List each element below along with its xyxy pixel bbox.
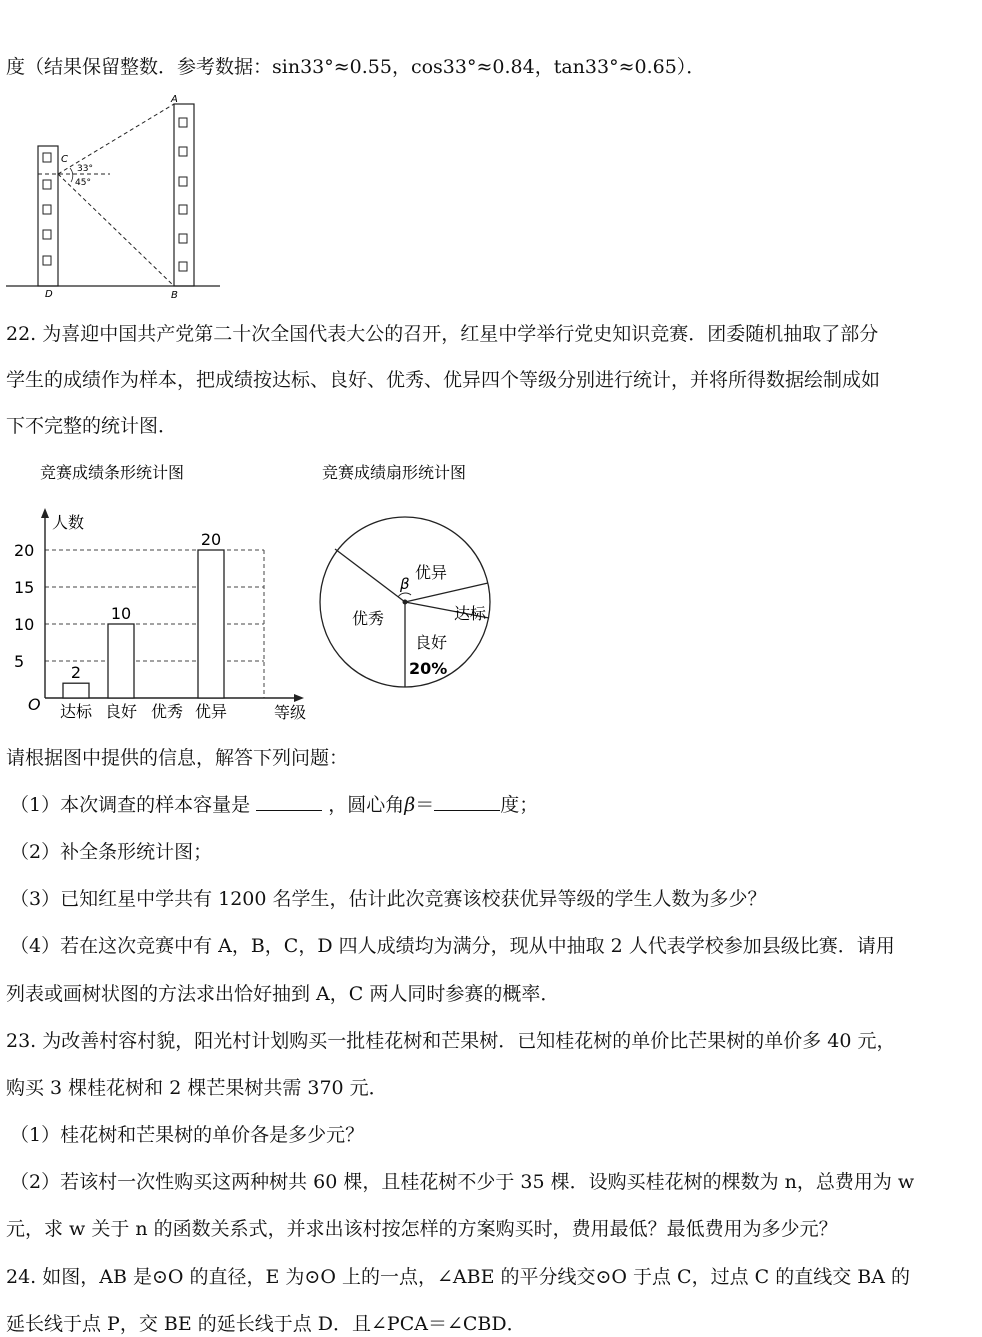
pie-label-lianghao-pct: 20% [409,659,448,678]
bar-category-label-3: 优异 [194,702,228,721]
bar-ytick-5: 5 [14,652,25,671]
bar-chart [10,452,310,722]
angle-45: 45° [75,178,91,188]
q24-line1: 24. 如图，AB 是⊙O 的直径，E 为⊙O 上的一点，∠ABE 的平分线交⊙O 于点 C，过点 C 的直线交 BA 的 [6,1266,910,1288]
q22-line3: 下不完整的统计图． [6,415,178,437]
label-A: A [171,94,178,105]
label-B: B [171,290,178,300]
bar-category-label-0: 达标 [59,702,93,721]
label-D: D [45,289,53,300]
bar-chart-xlabel: 等级 [274,703,307,722]
bar-ytick-20: 20 [14,541,35,560]
bar-0 [63,683,89,698]
bar-category-label-2: 优秀 [150,702,184,721]
bar-1 [108,624,134,698]
pie-label-youxiu: 优秀 [352,609,385,628]
answer-blank-sample-size[interactable] [256,792,322,811]
q24-line2: 延长线于点 P，交 BE 的延长线于点 D．且∠PCA＝∠CBD． [6,1313,526,1335]
bar-chart-ylabel: 人数 [52,513,85,532]
q22-sub4-line1: （4）若在这次竞赛中有 A，B，C，D 四人成绩均为满分，现从中抽取 2 人代表学校参加县级比赛．请用 [10,935,895,957]
bar-value-label-3: 20 [200,530,222,549]
bar-value-label-1: 10 [110,604,132,623]
q22-sub1-beta: β [404,794,416,816]
q22-sub1-b: ，圆心角 [328,794,405,816]
pie-radius-2 [405,583,488,602]
bar-chart-origin: O [28,695,41,714]
pie-beta: β [400,575,410,593]
q22-line2: 学生的成绩作为样本，把成绩按达标、良好、优秀、优异四个等级分别进行统计，并将所得数据绘制成如 [6,369,881,391]
q22-sub3: （3）已知红星中学共有 1200 名学生，估计此次竞赛该校获优异等级的学生人数为多少？ [10,888,767,910]
q22-sub1-a: （1）本次调查的样本容量是 [10,794,251,816]
q23-sub1: （1）桂花树和芒果树的单价各是多少元？ [10,1124,365,1146]
q22-sub1-c: 度； [500,794,539,816]
pie-label-lianghao: 良好 [415,633,448,652]
q22-sub2: （2）补全条形统计图； [10,841,213,863]
q21-reference-line: 度（结果保留整数．参考数据：sin33°≈0.55，cos33°≈0.84，tan33°≈0.65）． [6,56,706,78]
q22-prompt: 请根据图中提供的信息，解答下列问题： [6,747,349,769]
q23-line2: 购买 3 棵桂花树和 2 棵芒果树共需 370 元． [6,1077,388,1099]
label-C: C [61,154,68,165]
bar-chart-title: 竞赛成绩条形统计图 [40,463,185,482]
angle-33: 33° [77,164,93,174]
pie-chart [312,452,512,702]
answer-blank-beta[interactable] [434,792,500,811]
building-figure [0,90,230,300]
q23-sub2-line1: （2）若该村一次性购买这两种树共 60 棵，且桂花树不少于 35 棵．设购买桂花树的棵数为 n，总费用为 w [10,1171,915,1193]
bar-3 [198,550,224,698]
bar-value-label-0: 2 [70,663,82,683]
pie-radius-1 [335,549,405,602]
pie-chart-title: 竞赛成绩扇形统计图 [322,463,467,482]
pie-label-youyi: 优异 [415,563,448,582]
q22-sub1 [10,792,538,818]
q22-line1: 22. 为喜迎中国共产党第二十次全国代表大公的召开，红星中学举行党史知识竞赛．团委随机抽取了部分 [6,323,879,345]
q22-sub4-line2: 列表或画树状图的方法求出恰好抽到 A，C 两人同时参赛的概率． [6,983,560,1005]
q23-sub2-line2: 元，求 w 关于 n 的函数关系式，并求出该村按怎样的方案购买时，费用最低？最低费用为多少元？ [6,1218,838,1240]
pie-label-dabiao: 达标 [454,604,487,623]
bar-category-label-1: 良好 [104,702,138,721]
bar-ytick-10: 10 [14,615,35,634]
bar-ytick-15: 15 [14,578,35,597]
q23-line1: 23. 为改善村容村貌，阳光村计划购买一批桂花树和芒果树．已知桂花树的单价比芒果树的单价多 40 元， [6,1030,896,1052]
q22-sub1-eq: ＝ [415,794,435,816]
